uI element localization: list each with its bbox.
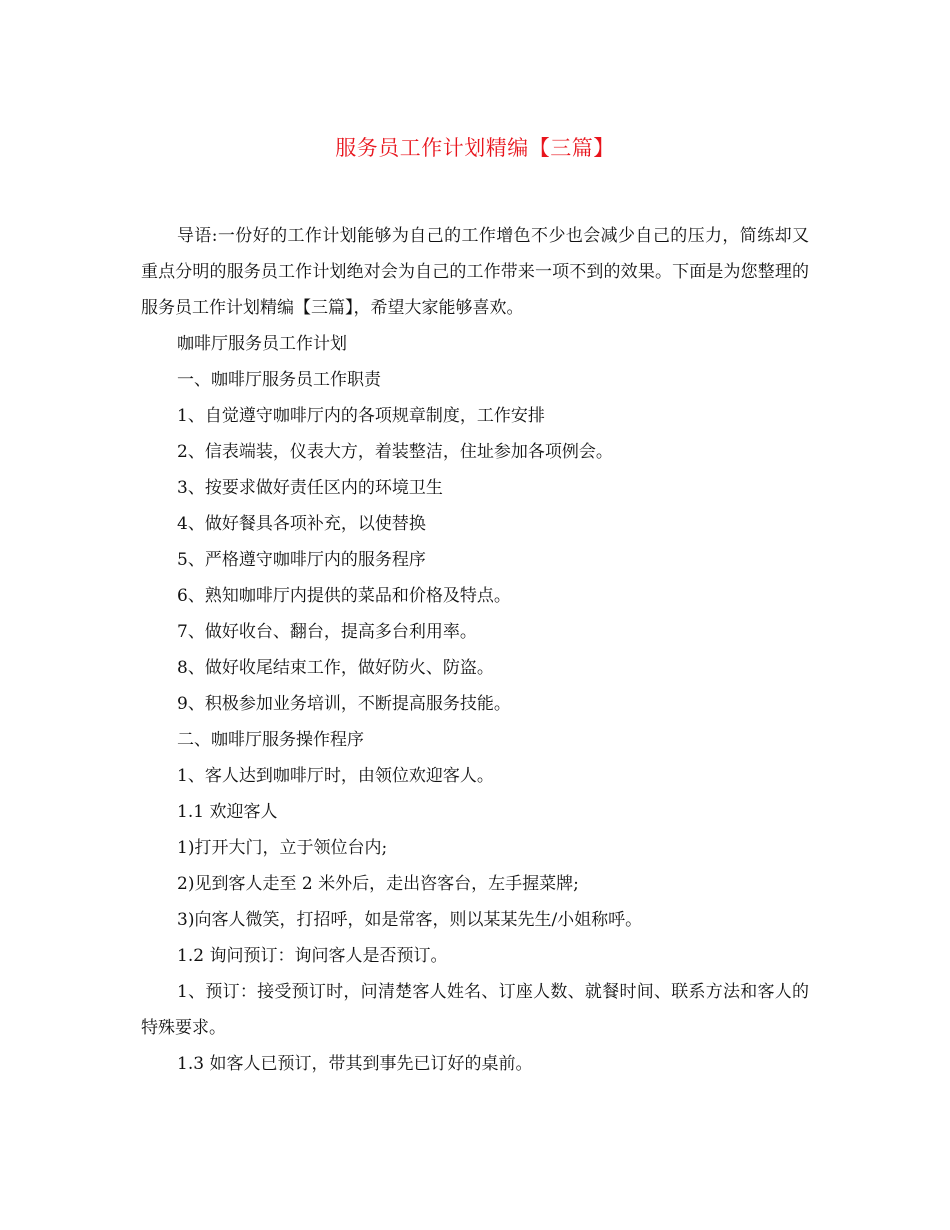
paragraph-duty-item: 5、严格遵守咖啡厅内的服务程序 — [177, 550, 426, 570]
paragraph-duty-item: 8、做好收尾结束工作，做好防火、防盗。 — [177, 658, 494, 678]
paragraph-duty-item: 1、自觉遵守咖啡厅内的各项规章制度，工作安排 — [177, 406, 545, 426]
paragraph-procedure-item: 2)见到客人走至 2 米外后，走出咨客台，左手握菜牌; — [177, 874, 579, 894]
paragraph-procedure-item: 1.1 欢迎客人 — [177, 802, 278, 822]
paragraph-procedure-item: 3)向客人微笑，打招呼，如是常客，则以某某先生/小姐称呼。 — [177, 910, 643, 930]
document-body — [141, 218, 809, 1082]
paragraph-duties-heading: 一、咖啡厅服务员工作职责 — [177, 370, 381, 390]
paragraph-duty-item: 2、信表端装，仪表大方，着装整洁，住址参加各项例会。 — [177, 442, 613, 462]
paragraph-duty-item: 6、熟知咖啡厅内提供的菜品和价格及特点。 — [177, 586, 511, 606]
paragraph-procedure-item: 1.2 询问预订：询问客人是否预订。 — [177, 946, 448, 966]
document-title: 服务员工作计划精编【三篇】 — [335, 136, 615, 160]
paragraph-intro: 导语:一份好的工作计划能够为自己的工作增色不少也会减少自己的压力，简练却又重点分明的服务员工作计划绝对会为自己的工作带来一项不到的效果。下面是为您整理的服务员工作计划精编【三篇】，希望大家能够喜欢。 — [141, 226, 809, 318]
paragraph-duty-item: 9、积极参加业务培训，不断提高服务技能。 — [177, 694, 511, 714]
paragraph-procedure-item: 1、客人达到咖啡厅时，由领位欢迎客人。 — [177, 766, 494, 786]
paragraph-procedure-item: 1.3 如客人已预订，带其到事先已订好的桌前。 — [177, 1054, 533, 1074]
paragraph-procedure-item: 1、预订：接受预订时，问清楚客人姓名、订座人数、就餐时间、联系方法和客人的特殊要求。 — [141, 982, 809, 1038]
paragraph-duty-item: 7、做好收台、翻台，提高多台利用率。 — [177, 622, 477, 642]
paragraph-duty-item: 4、做好餐具各项补充，以使替换 — [177, 514, 426, 534]
paragraph-procedure-heading: 二、咖啡厅服务操作程序 — [177, 730, 364, 750]
paragraph-section-heading: 咖啡厅服务员工作计划 — [177, 334, 347, 354]
paragraph-duty-item: 3、按要求做好责任区内的环境卫生 — [177, 478, 443, 498]
paragraph-procedure-item: 1)打开大门，立于领位台内; — [177, 838, 388, 858]
